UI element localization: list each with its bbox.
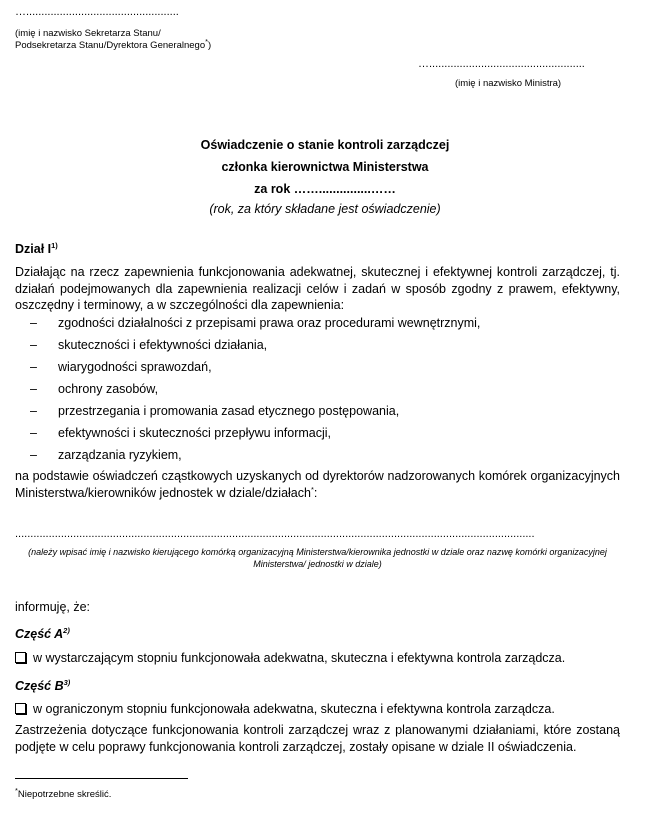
footnote-text: Niepotrzebne skreślić.: [17, 789, 112, 800]
inform-text: informuję, że:: [15, 600, 91, 614]
list-item-text: przestrzegania i promowania zasad etycznego postępowania,: [58, 404, 400, 418]
footnote: [15, 785, 112, 801]
list-item: [30, 360, 212, 374]
year-field[interactable]: za rok ……...............……: [254, 182, 396, 196]
footnote-divider: [15, 778, 188, 779]
part-b-heading-text: Część B: [15, 679, 64, 693]
section-heading-text: Dział I: [15, 242, 52, 256]
checkbox-part-b[interactable]: [15, 703, 26, 714]
checkbox-part-a[interactable]: [15, 652, 26, 663]
minister-signature-line: …...................................................: [418, 58, 585, 70]
dash-bullet: –: [30, 360, 37, 374]
list-item: [30, 316, 480, 330]
year-caption: (rok, za który składane jest oświadczenie): [209, 202, 441, 216]
secretary-caption-footnote-mark: *: [205, 36, 209, 46]
source-statements-footnote-mark: *: [310, 484, 314, 494]
dash-bullet: –: [30, 382, 37, 396]
part-b-footnote-mark: 3): [63, 677, 71, 687]
part-a-footnote-mark: 2): [63, 625, 70, 635]
list-item-text: skuteczności i efektywności działania,: [58, 338, 268, 352]
list-item: [30, 448, 182, 462]
section-heading-dzial-1: [15, 242, 58, 256]
list-item: [30, 426, 331, 440]
part-a-option[interactable]: [15, 651, 565, 665]
part-a-option-text: w wystarczającym stopniu funkcjonowała adekwatna, skuteczna i efektywna kontrola zarządcza.: [33, 651, 566, 665]
unit-names-caption: (należy wpisać imię i nazwisko kierującego komórką organizacyjną Ministerstwa/kierownika jednostki w dziale oraz nazwę komórki organizacyjnej Ministerstwa/ jednostki w dziale): [28, 547, 607, 569]
dash-bullet: –: [30, 338, 37, 352]
list-item-text: zgodności działalności z przepisami prawa oraz procedurami wewnętrznymi,: [58, 316, 481, 330]
list-item: [30, 338, 267, 352]
secretary-caption-text: Podsekretarza Stanu/Dyrektora Generalnego: [15, 40, 206, 51]
footnote-mark: *: [15, 785, 18, 795]
secretary-signature-line: …..................................................: [15, 6, 179, 18]
document-title: Oświadczenie o stanie kontroli zarządczej: [200, 138, 450, 152]
list-item: [30, 382, 158, 396]
dash-bullet: –: [30, 426, 37, 440]
source-statements-text: na podstawie oświadczeń cząstkowych uzyskanych od dyrektorów nadzorowanych komórek organizacyjnych Ministerstwa/kierowników jednostek w dziale/działach: [15, 469, 620, 500]
list-item-text: efektywności i skuteczności przepływu informacji,: [58, 426, 332, 440]
part-b-option-text: w ograniczonym stopniu funkcjonowała adekwatna, skuteczna i efektywna kontrola zarządcza.: [33, 702, 555, 716]
part-a-heading: [15, 627, 70, 641]
secretary-caption-close: ): [208, 40, 212, 51]
list-item-text: zarządzania ryzykiem,: [58, 448, 182, 462]
secretary-caption: [15, 28, 211, 52]
list-item-text: wiarygodności sprawozdań,: [58, 360, 212, 374]
secretary-caption-line1: (imię i nazwisko Sekretarza Stanu/: [15, 28, 161, 39]
dash-bullet: –: [30, 404, 37, 418]
list-item-text: ochrony zasobów,: [58, 382, 159, 396]
document-title-line2: członka kierownictwa Ministerstwa: [221, 160, 429, 174]
source-statements-colon: :: [313, 485, 318, 500]
unit-names-field[interactable]: ..........................................................................................................................................................................: [15, 528, 535, 540]
dash-bullet: –: [30, 448, 37, 462]
list-item: [30, 404, 399, 418]
part-b-option[interactable]: [15, 702, 555, 716]
dash-bullet: –: [30, 316, 37, 330]
source-statements-paragraph: [15, 468, 620, 501]
secretary-caption-line2: [15, 36, 212, 52]
minister-caption: (imię i nazwisko Ministra): [455, 78, 562, 89]
part-a-heading-text: Część A: [15, 627, 64, 641]
part-b-heading: [15, 679, 70, 693]
intro-paragraph: Działając na rzecz zapewnienia funkcjonowania adekwatnej, skutecznej i efektywnej kontroli zarządczej, tj. działań podejmowanych dla zapewnienia realizacji celów i zadań w sposób zgodny z prawem, efektywny, oszczędny i terminowy, a w szczególności dla zapewnienia:: [15, 265, 620, 312]
section-heading-footnote-mark: 1): [51, 240, 58, 250]
part-b-note: Zastrzeżenia dotyczące funkcjonowania kontroli zarządczej wraz z planowanymi działaniami, które zostaną podjęte w celu poprawy funkcjonowania kontroli zarządczej, zostały opisane w dziale II oświadczenia.: [15, 723, 620, 754]
